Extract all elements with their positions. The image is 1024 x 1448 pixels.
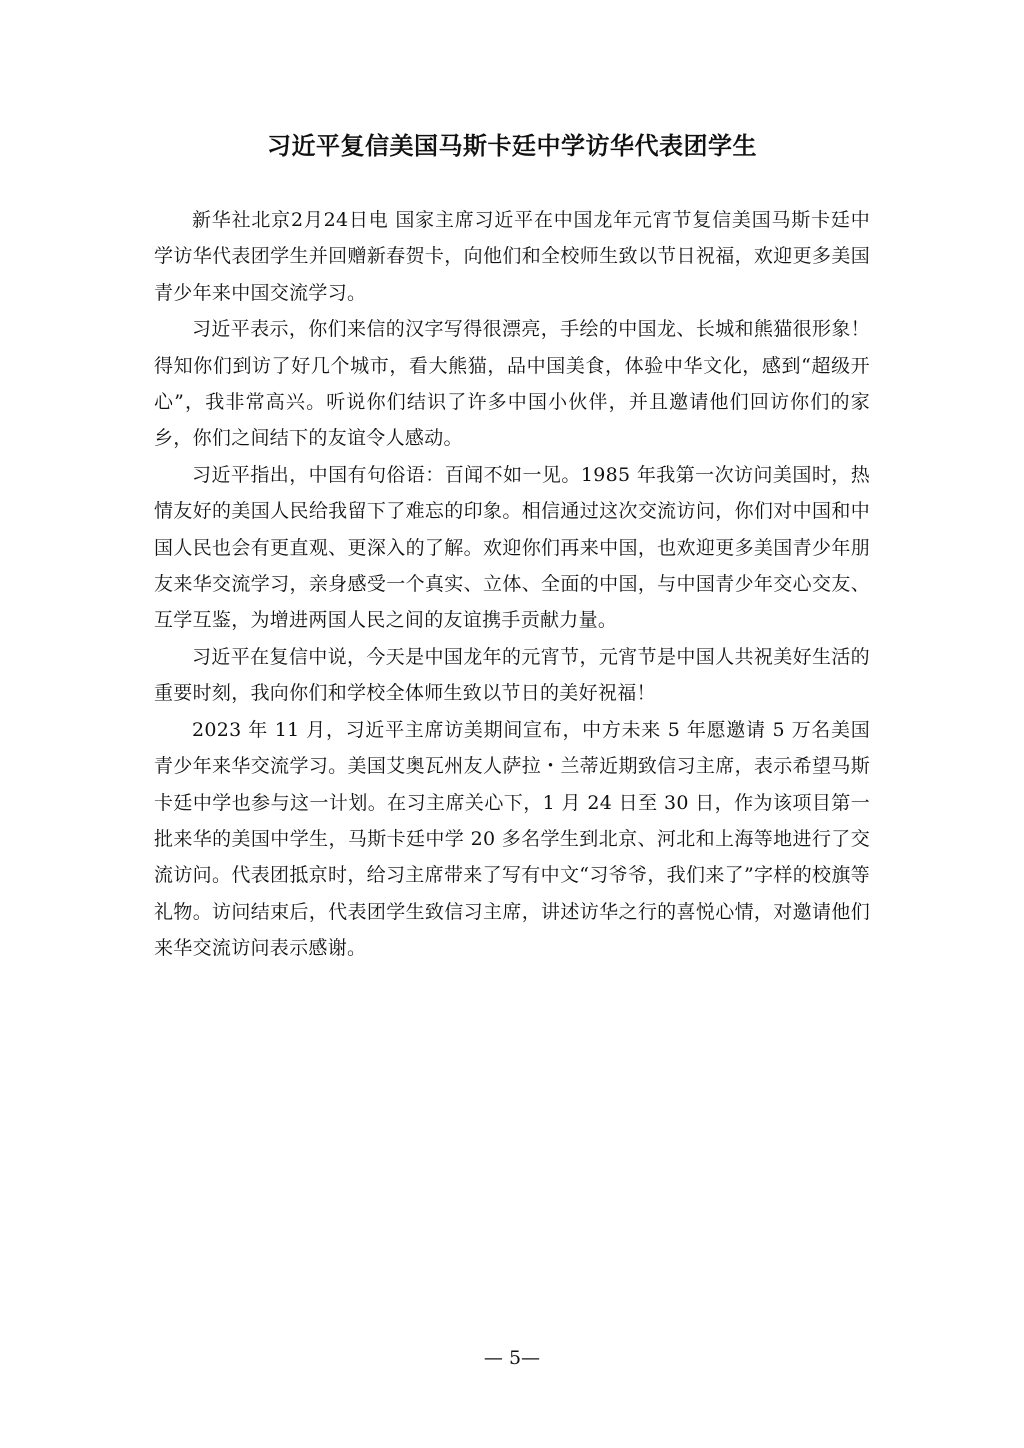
paragraph-2: 习近平表示，你们来信的汉字写得很漂亮，手绘的中国龙、长城和熊猫很形象！得知你们到访了好几个城市，看大熊猫，品中国美食，体验中华文化，感到“超级开心”，我非常高兴。听说你们结识了许多中国小伙伴，并且邀请他们回访你们的家乡，你们之间结下的友谊令人感动。 [154,318,870,450]
document-body [154,202,870,967]
page-number: — 5— [483,1347,541,1369]
document-title: 习近平复信美国马斯卡廷中学访华代表团学生 [267,132,757,160]
paragraph-3: 习近平指出，中国有句俗语：百闻不如一见。1985 年我第一次访问美国时，热情友好的美国人民给我留下了难忘的印象。相信通过这次交流访问，你们对中国和中国人民也会有更直观、更深入的了解。欢迎你们再来中国，也欢迎更多美国青少年朋友来华交流学习，亲身感受一个真实、立体、全面的中国，与中国青少年交心交友、互学互鉴，为增进两国人民之间的友谊携手贡献力量。 [154,463,870,632]
paragraph-4: 习近平在复信中说，今天是中国龙年的元宵节，元宵节是中国人共祝美好生活的重要时刻，我向你们和学校全体师生致以节日的美好祝福！ [154,645,870,705]
paragraph-1: 新华社北京2月24日电 国家主席习近平在中国龙年元宵节复信美国马斯卡廷中学访华代表团学生并回赠新春贺卡，向他们和全校师生致以节日祝福，欢迎更多美国青少年来中国交流学习。 [154,209,870,304]
paragraph-5: 2023 年 11 月，习近平主席访美期间宣布，中方未来 5 年愿邀请 5 万名美国青少年来华交流学习。美国艾奥瓦州友人萨拉・兰蒂近期致信习主席，表示希望马斯卡廷中学也参与这一计划。在习主席关心下，1 月 24 日至 30 日，作为该项目第一批来华的美国中学生，马斯卡廷中学 20 多名学生到北京、河北和上海等地进行了交流访问。代表团抵京时，给习主席带来了写有中文“习爷爷，我们来了”字样的校旗等礼物。访问结束后，代表团学生致信习主席，讲述访华之行的喜悦心情，对邀请他们来华交流访问表示感谢。 [154,718,870,960]
